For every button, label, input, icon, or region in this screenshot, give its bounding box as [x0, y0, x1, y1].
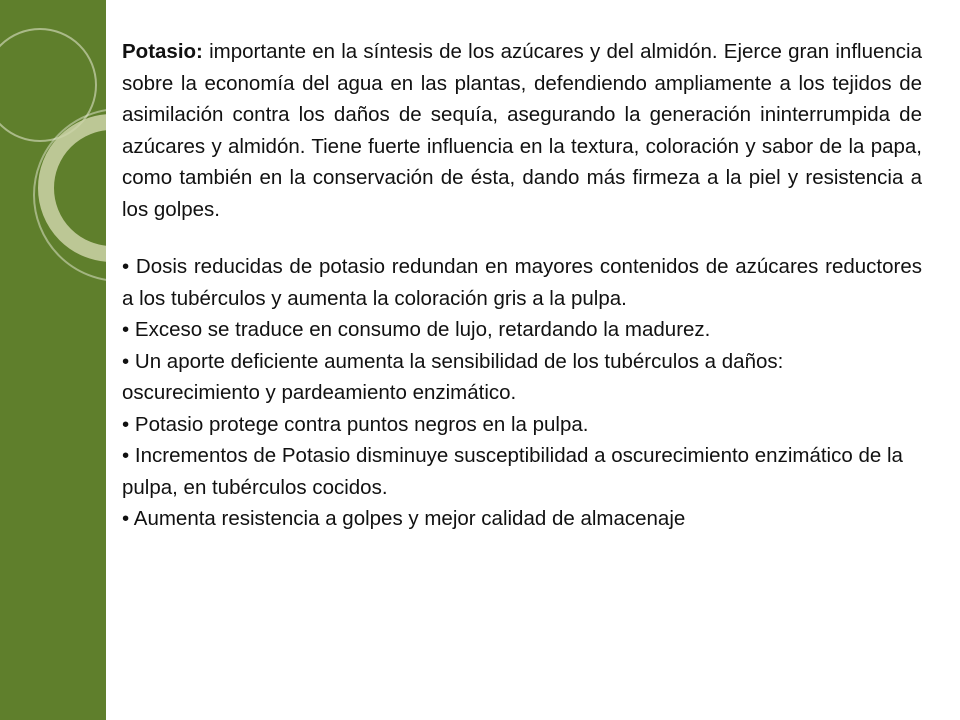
bullet-item: • Potasio protege contra puntos negros en la pulpa.	[122, 412, 589, 436]
ring-thick	[46, 122, 106, 254]
intro-text: importante en la síntesis de los azúcares y del almidón. Ejerce gran influencia sobre la economía del agua en las plantas, defendiendo ampliamente a los tejidos de asimilación contra los daños de sequía, asegurando la generación ininterrumpida de azúcares y almidón. Tiene fuerte influencia en la textura, coloración y sabor de la papa, como también en la conservación de ésta, dando más firmeza a la piel y resistencia a los golpes.	[122, 40, 922, 221]
intro-term: Potasio:	[122, 40, 210, 63]
bullet-item: • Aumenta resistencia a golpes y mejor calidad de almacenaje	[122, 507, 686, 530]
intro-paragraph	[122, 36, 922, 225]
decorative-sidebar	[0, 0, 106, 720]
decorative-rings	[0, 0, 106, 720]
bullet-item: • Exceso se traduce en consumo de lujo, retardando la madurez.	[122, 318, 711, 341]
bullet-item: • Incrementos de Potasio disminuye susceptibilidad a oscurecimiento enzimático de la pulpa, en tubérculos cocidos.	[122, 444, 903, 499]
bullet-item: • Dosis reducidas de potasio redundan en mayores contenidos de azúcares reductores a los tubérculos y aumenta la coloración gris a la pulpa.	[122, 255, 922, 310]
slide-content	[122, 36, 922, 535]
bullet-item: • Un aporte deficiente aumenta la sensibilidad de los tubérculos a daños: oscurecimiento y pardeamiento enzimático.	[122, 349, 784, 404]
